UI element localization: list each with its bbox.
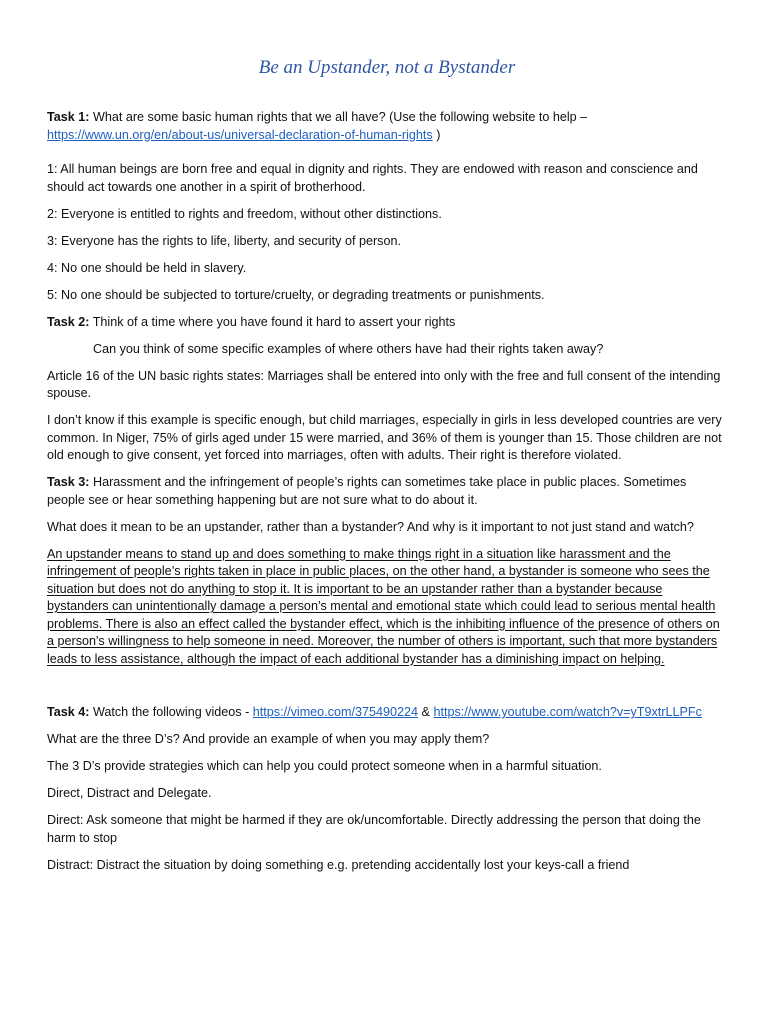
task1-answer-3: 3: Everyone has the rights to life, liberty, and security of person. [47, 233, 401, 248]
task2-subquestion: Can you think of some specific examples of where others have had their rights taken away? [93, 341, 604, 356]
task3-question: What does it mean to be an upstander, rather than a bystander? And why is it important to not just stand and watch? [47, 519, 694, 534]
task2-answer-1: Article 16 of the UN basic rights states: Marriages shall be entered into only with the free and full consent of the intending spouse. [47, 368, 721, 400]
task1-answer-4: 4: No one should be held in slavery. [47, 260, 247, 275]
document-body [47, 109, 727, 884]
task4-answer-1: The 3 D’s provide strategies which can help you could protect someone when in a harmful situation. [47, 759, 602, 773]
task3-answer: An upstander means to stand up and does something to make things right in a situation like harassment and the infringement of people’s rights taken in place in public places, on the other hand, a bystander is someone who sees the situation but does not do anything to stop it. It is important to be an upstander rather than a bystander because bystanders can unintentionally damage a person’s mental and emotional state which could lead to serious mental health problems. There is also an effect called the bystander effect, which is the inhibiting influence of the presence of others on a person's willingness to help someone in need. Moreover, the number of others is important, such that more bystanders leads to less assistance, although the impact of each additional bystander has a diminishing impact on helping. [47, 546, 720, 666]
task3-label: Task 3: [47, 475, 90, 489]
task2-answer-2: I don’t know if this example is specific enough, but child marriages, especially in girls in less developed countries are very common. In Niger, 75% of girls aged under 15 were married, and 36% of them is younger than 15. Those children are not old enough to give consent, yet forced into marriages, often with adults. Their right is therefore violated. [47, 413, 722, 462]
task3-intro [47, 474, 727, 509]
task1-close: ) [432, 127, 441, 142]
task2-label: Task 2: [47, 314, 90, 329]
task4-label: Task 4: [47, 705, 90, 719]
task2-question-text: Think of a time where you have found it hard to assert your rights [89, 314, 456, 329]
task4-answer-4: Distract: Distract the situation by doing something e.g. pretending accidentally lost your keys-call a friend [47, 857, 630, 872]
task4-intro-text: Watch the following videos - [89, 705, 253, 719]
page-title: Be an Upstander, not a Bystander [258, 57, 516, 78]
task1-label: Task 1: [47, 110, 90, 124]
un-rights-link[interactable]: https://www.un.org/en/about-us/universal-declaration-of-human-rights [47, 127, 433, 142]
task4-amp: & [418, 705, 434, 719]
task4-question: What are the three D’s? And provide an example of when you may apply them? [47, 732, 490, 746]
task1-answer-5: 5: No one should be subjected to torture/cruelty, or degrading treatments or punishments. [47, 287, 545, 302]
task4-answer-3: Direct: Ask someone that might be harmed if they are ok/uncomfortable. Directly addressing the person that doing the harm to stop [47, 813, 701, 845]
task1-answer-1: 1: All human beings are born free and equal in dignity and rights. They are endowed with reason and conscience and should act towards one another in a spirit of brotherhood. [47, 162, 698, 194]
task3-intro-text: Harassment and the infringement of people’s rights can sometimes take place in public places. Sometimes people see or hear something happening but are not sure what to do about it. [47, 475, 687, 507]
youtube-link[interactable]: https://www.youtube.com/watch?v=yT9xtrLLPFc [433, 705, 702, 719]
vimeo-link[interactable]: https://vimeo.com/375490224 [252, 705, 419, 719]
task4-intro [47, 704, 727, 722]
task2-question [47, 314, 727, 332]
task1-question-text: What are some basic human rights that we all have? (Use the following website to help – [89, 110, 588, 124]
task1-question [47, 109, 727, 144]
task4-answer-2: Direct, Distract and Delegate. [47, 786, 212, 800]
task1-answer-2: 2: Everyone is entitled to rights and freedom, without other distinctions. [47, 206, 442, 221]
